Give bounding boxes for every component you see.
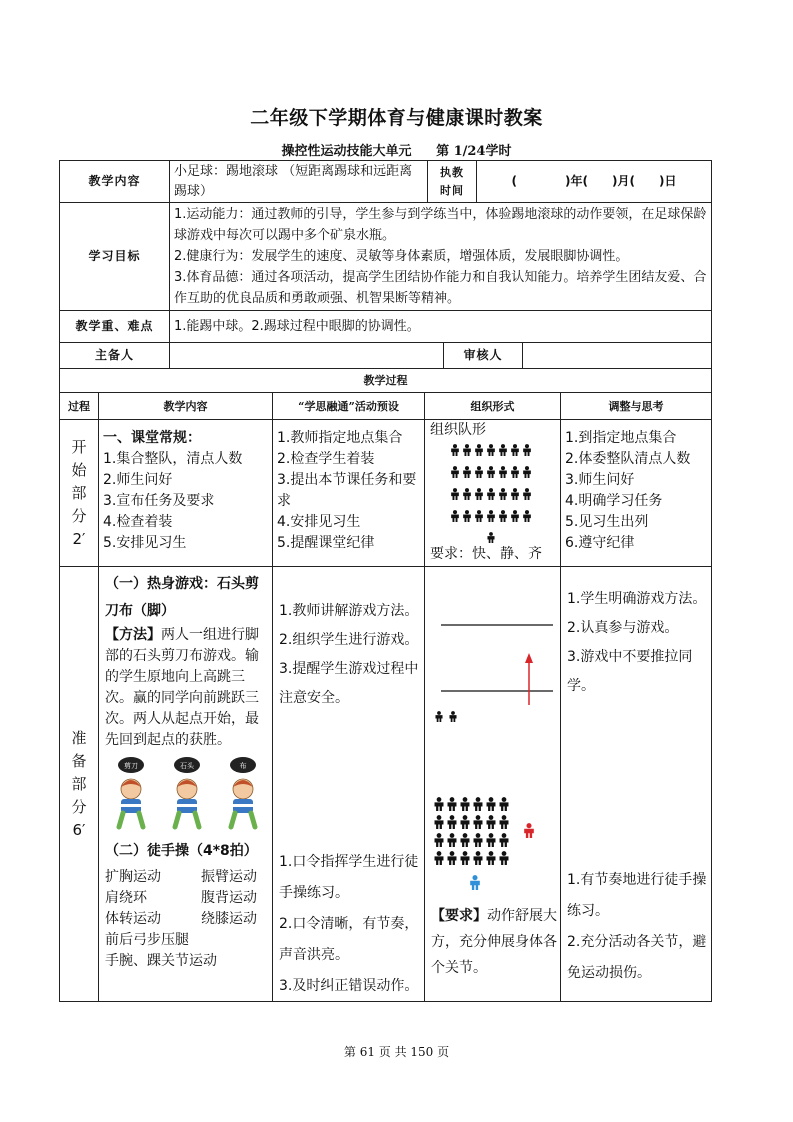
student-figure-icon bbox=[500, 797, 509, 811]
student-figure-icon bbox=[487, 488, 495, 500]
process-section-title: 教学过程 bbox=[59, 368, 712, 393]
student-figure-icon bbox=[451, 488, 459, 500]
formation-requirement: 要求：快、静、齐 bbox=[430, 546, 542, 562]
prep-organization bbox=[424, 566, 561, 1002]
student-figure-icon bbox=[461, 815, 470, 829]
student-figure-icon bbox=[475, 488, 483, 500]
game-title: （一）热身游戏：石头剪刀布（脚） bbox=[105, 576, 259, 619]
exercise-formation-diagram bbox=[425, 793, 561, 903]
game-activities: 1.教师讲解游戏方法。 2.组织学生进行游戏。 3.提醒学生游戏过程中注意安全。 bbox=[279, 603, 419, 706]
student-figure-icon bbox=[487, 466, 495, 478]
teacher-figure-icon bbox=[470, 875, 480, 890]
student-figure-icon bbox=[448, 815, 457, 829]
cartoon-boy-icon bbox=[174, 757, 200, 827]
student-figure-icon bbox=[463, 466, 471, 478]
student-figure-icon bbox=[487, 444, 495, 456]
student-figure-icon bbox=[463, 444, 471, 456]
student-figure-icon bbox=[435, 815, 444, 829]
exercise-adjust: 1.有节奏地进行徒手操练习。 2.充分活动各关节，避免运动损伤。 bbox=[567, 872, 707, 981]
student-figure-icon bbox=[475, 444, 483, 456]
student-figure-icon bbox=[500, 815, 509, 829]
col-content: 教学内容 bbox=[98, 392, 273, 420]
prep-adjust bbox=[560, 566, 712, 1002]
keypoints-value: 1.能踢中球。2.踢球过程中眼脚的协调性。 bbox=[169, 310, 712, 343]
exercise-row: 手腕、踝关节运动 bbox=[105, 953, 217, 969]
student-figure-icon bbox=[499, 488, 507, 500]
stage-start: 开 始 部 分 2′ bbox=[59, 419, 99, 567]
page-footer: 第 61 页 共 150 页 bbox=[343, 1045, 450, 1059]
preparer-label: 主备人 bbox=[59, 342, 170, 369]
student-figure-icon bbox=[475, 510, 483, 522]
student-figure-icon bbox=[448, 851, 457, 865]
col-adjust: 调整与思考 bbox=[560, 392, 712, 420]
student-figure-icon bbox=[449, 711, 456, 722]
student-figure-icon bbox=[474, 851, 483, 865]
exercise-activities: 1.口令指挥学生进行徒手操练习。 2.口令清晰，有节奏，声音洪亮。 3.及时纠正错误动作。 bbox=[279, 854, 419, 994]
teacher-figure-icon bbox=[487, 532, 494, 543]
student-figure-icon bbox=[435, 797, 444, 811]
student-figure-icon bbox=[435, 833, 444, 847]
start-content: 一、课堂常规： 1.集合整队，清点人数 2.师生问好 3.宣布任务及要求 4.检查着装 5.安排见习生 bbox=[98, 419, 273, 567]
student-figure-icon bbox=[500, 851, 509, 865]
game-method: 【方法】两人一组进行脚部的石头剪刀布游戏。输的学生原地向上高跳三次。赢的同学向前跳跃三次。两人从起点开始，最先回到起点的获胜。 bbox=[105, 627, 259, 748]
game-adjust: 1.学生明确游戏方法。 2.认真参与游戏。 3.游戏中不要推拉同学。 bbox=[567, 591, 707, 694]
time-value: ( )年( )月( )日 bbox=[476, 160, 712, 203]
col-organization: 组织形式 bbox=[424, 392, 561, 420]
student-figure-icon bbox=[474, 815, 483, 829]
content-value: 小足球：踢地滚球 （短距离踢球和远距离踢球） bbox=[169, 160, 428, 203]
student-figure-icon bbox=[461, 797, 470, 811]
exercise-list bbox=[105, 867, 269, 972]
start-adjust: 1.到指定地点集合 2.体委整队清点人数 3.师生问好 4.明确学习任务 5.见习生出列 6.遵守纪律 bbox=[560, 419, 712, 567]
student-figure-icon bbox=[448, 797, 457, 811]
student-figure-icon bbox=[435, 851, 444, 865]
student-figure-icon bbox=[461, 833, 470, 847]
start-organization bbox=[424, 419, 561, 567]
goal-item: 2.健康行为：发展学生的速度、灵敏等身体素质，增强体质，发展眼脚协调性。 bbox=[174, 249, 629, 264]
game-field-diagram bbox=[425, 607, 561, 727]
formation-title: 组织队形 bbox=[430, 422, 486, 438]
student-figure-icon bbox=[500, 833, 509, 847]
pose-label: 石头 bbox=[180, 762, 194, 770]
student-figure-icon bbox=[499, 466, 507, 478]
col-activities: “学思融通”活动预设 bbox=[272, 392, 425, 420]
student-figure-icon bbox=[463, 510, 471, 522]
student-figure-icon bbox=[451, 510, 459, 522]
goal-item: 3.体育品德：通过各项活动，提高学生团结协作能力和自我认知能力。培养学生团结友爱、合作互助的优良品质和勇敢顽强、机智果断等精神。 bbox=[174, 270, 707, 306]
cartoon-boy-icon bbox=[230, 757, 256, 827]
student-figure-icon bbox=[511, 466, 519, 478]
exercise-row: 前后弓步压腿 bbox=[105, 932, 189, 948]
pose-label: 布 bbox=[239, 762, 247, 770]
student-figure-icon bbox=[474, 797, 483, 811]
stage-prep: 准 备 部 分 6′ bbox=[59, 566, 99, 1002]
student-figure-icon bbox=[487, 851, 496, 865]
time-label: 执教 时间 bbox=[427, 160, 477, 203]
student-figure-icon bbox=[451, 466, 459, 478]
student-figure-icon bbox=[487, 815, 496, 829]
start-activities: 1.教师指定地点集合 2.检查学生着装 3.提出本节课任务和要求 4.安排见习生 5.提醒课堂纪律 bbox=[272, 419, 425, 567]
content-label: 教学内容 bbox=[59, 160, 170, 203]
unit-subtitle bbox=[0, 140, 793, 159]
student-figure-icon bbox=[487, 797, 496, 811]
student-figure-icon bbox=[487, 833, 496, 847]
student-figure-icon bbox=[523, 510, 531, 522]
reviewer-value bbox=[522, 342, 712, 369]
student-figure-icon bbox=[499, 510, 507, 522]
student-figure-icon bbox=[523, 488, 531, 500]
prep-activities bbox=[272, 566, 425, 1002]
goals-list bbox=[169, 202, 712, 311]
goal-item: 1.运动能力：通过教师的引导，学生参与到学练当中，体验踢地滚球的动作要领，在足球保龄球游戏中每次可以踢中多个矿泉水瓶。 bbox=[174, 207, 707, 243]
prep-content bbox=[98, 566, 273, 1002]
student-figure-icon bbox=[523, 466, 531, 478]
exercise-requirement: 【要求】动作舒展大方，充分伸展身体各个关节。 bbox=[431, 908, 557, 976]
up-arrow-icon bbox=[525, 653, 533, 705]
student-figure-icon bbox=[487, 510, 495, 522]
student-figure-icon bbox=[499, 444, 507, 456]
cartoon-boy-icon bbox=[118, 757, 144, 827]
pose-label: 剪刀 bbox=[124, 762, 138, 770]
rock-paper-scissors-illustration bbox=[109, 755, 269, 833]
student-figure-icon bbox=[511, 510, 519, 522]
keypoints-label: 教学重、难点 bbox=[59, 310, 170, 343]
exercise-row: 肩绕环 腹背运动 bbox=[105, 890, 257, 906]
student-figure-icon bbox=[463, 488, 471, 500]
goals-label: 学习目标 bbox=[59, 202, 170, 311]
reviewer-label: 审核人 bbox=[443, 342, 523, 369]
student-figure-icon bbox=[451, 444, 459, 456]
student-figure-icon bbox=[448, 833, 457, 847]
student-figure-icon bbox=[523, 444, 531, 456]
page-title: 二年级下学期体育与健康课时教案 bbox=[250, 107, 543, 129]
student-figure-icon bbox=[511, 488, 519, 500]
exercise-row: 体转运动 绕膝运动 bbox=[105, 911, 257, 927]
student-figure-icon bbox=[511, 444, 519, 456]
teacher-figure-icon bbox=[524, 823, 534, 838]
unit-name: 操控性运动技能大单元 bbox=[281, 144, 412, 159]
preparer-value bbox=[169, 342, 444, 369]
student-figure-icon bbox=[474, 833, 483, 847]
exercise-title: （二）徒手操（4*8拍） bbox=[105, 843, 258, 859]
formation-diagram bbox=[425, 440, 561, 550]
lesson-number: 第 1/24学时 bbox=[436, 144, 512, 159]
exercise-row: 扩胸运动 振臂运动 bbox=[105, 869, 257, 885]
col-stage: 过程 bbox=[59, 392, 99, 420]
student-figure-icon bbox=[435, 711, 442, 722]
student-figure-icon bbox=[475, 466, 483, 478]
student-figure-icon bbox=[461, 851, 470, 865]
